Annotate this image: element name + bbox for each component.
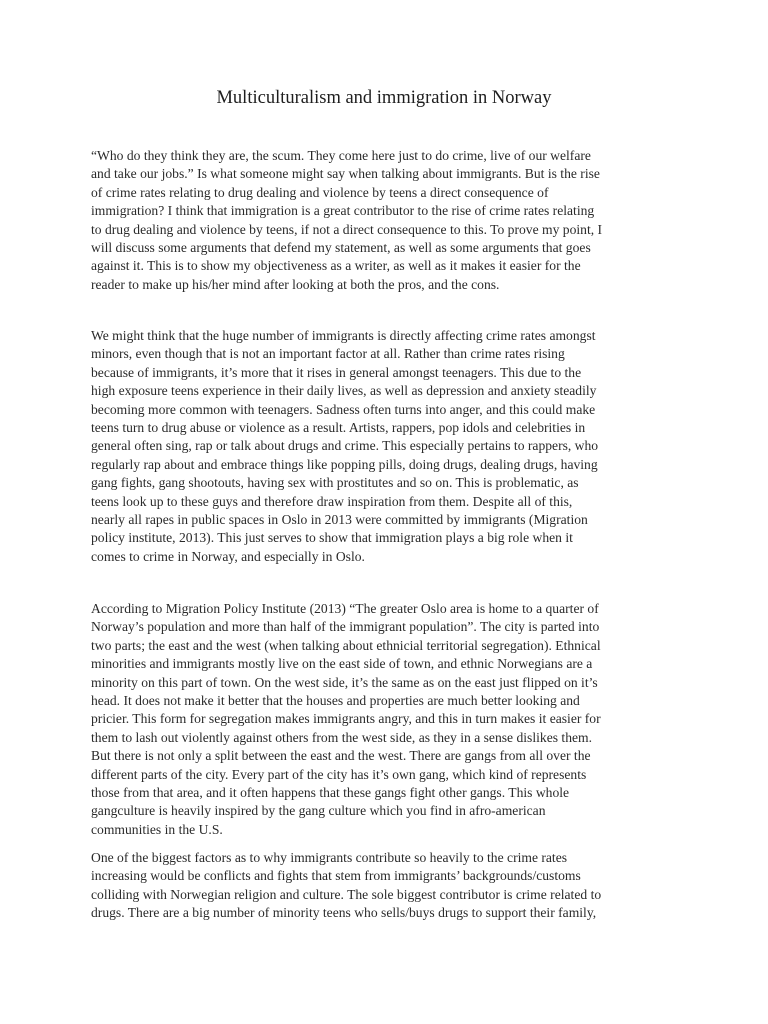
text-line: immigration? I think that immigration is a great contributor to the rise of crime rates relating [91,203,595,219]
text-line: minorities and immigrants mostly live on the east side of town, and ethnic Norwegians are a [91,656,593,672]
text-line: head. It does not make it better that the houses and properties are much better looking and [91,693,580,709]
text-line: nearly all rapes in public spaces in Oslo in 2013 were committed by immigrants (Migration [91,512,588,528]
text-line: According to Migration Policy Institute (2013) “The greater Oslo area is home to a quarter of [91,601,599,616]
text-line: communities in the U.S. [91,821,223,837]
text-line: minority on this part of town. On the west side, it’s the same as on the east just flipped on it’s [91,674,598,690]
text-line: to drug dealing and violence by teens, if not a direct consequence to this. To prove my point, I [91,221,603,237]
text-line: two parts; the east and the west (when talking about ethnicial territorial segregation). Ethnical [91,637,601,653]
text-line: different parts of the city. Every part of the city has it’s own gang, which kind of represents [91,766,587,782]
text-line: and take our jobs.” Is what someone might say when talking about immigrants. But is the rise [91,166,600,182]
text-line: policy institute, 2013). This just serves to show that immigration plays a big role when it [91,530,573,546]
text-line: gangculture is heavily inspired by the gang culture which you find in afro-american [91,803,546,819]
text-line: teens look up to these guys and therefore draw inspiration from them. Despite all of this, [91,493,573,509]
paragraph-counterargument [91,327,676,566]
document-title: Multiculturalism and immigration in Norway [216,88,552,108]
text-line: colliding with Norwegian religion and culture. The sole biggest contributor is crime related to [91,886,602,902]
text-line: Norway’s population and more than half of the immigrant population”. The city is parted into [91,619,600,635]
paragraph-segregation [91,600,676,839]
text-line: becoming more common with teenagers. Sadness often turns into anger, and this could make [91,401,596,417]
text-line: regularly rap about and embrace things like popping pills, doing drugs, dealing drugs, having [91,456,598,472]
text-line: against it. This is to show my objectiveness as a writer, as well as it makes it easier for the [91,258,581,274]
text-line: We might think that the huge number of immigrants is directly affecting crime rates amongst [91,328,596,343]
text-line: them to lash out violently against others from the west side, as they in a sense dislikes them. [91,729,592,745]
text-line: One of the biggest factors as to why immigrants contribute so heavily to the crime rates [91,850,568,865]
text-line: minors, even though that is not an important factor at all. Rather than crime rates rising [91,346,565,362]
text-line: “Who do they think they are, the scum. They come here just to do crime, live of our welfare [91,148,591,163]
text-line: comes to crime in Norway, and especially in Oslo. [91,548,365,564]
paragraph-intro [91,147,676,294]
text-line: gang fights, gang shootouts, having sex with prostitutes and so on. This is problematic, as [91,475,579,491]
text-line: because of immigrants, it’s more that it rises in general amongst teenagers. This due to the [91,364,582,380]
text-line: increasing would be conflicts and fights that stem from immigrants’ backgrounds/customs [91,868,581,884]
text-line: But there is not only a split between the east and the west. There are gangs from all over the [91,748,591,764]
text-line: those from that area, and it often happens that these gangs fight other gangs. This whole [91,785,570,801]
paragraph-biggest-factors [91,849,676,923]
text-line: high exposure teens experience in their daily lives, as well as depression and anxiety steadily [91,383,597,399]
text-line: reader to make up his/her mind after looking at both the pros, and the cons. [91,276,500,292]
text-line: drugs. There are a big number of minority teens who sells/buys drugs to support their family, [91,905,597,921]
text-line: teens turn to drug abuse or violence as a result. Artists, rappers, pop idols and celebrities in [91,420,586,436]
text-line: of crime rates relating to drug dealing and violence by teens a direct consequence of [91,184,549,200]
text-line: pricier. This form for segregation makes immigrants angry, and this in turn makes it easier for [91,711,601,727]
text-line: will discuss some arguments that defend my statement, as well as some arguments that goes [91,240,591,256]
text-line: general often sing, rap or talk about drugs and crime. This especially pertains to rappers, who [91,438,599,454]
